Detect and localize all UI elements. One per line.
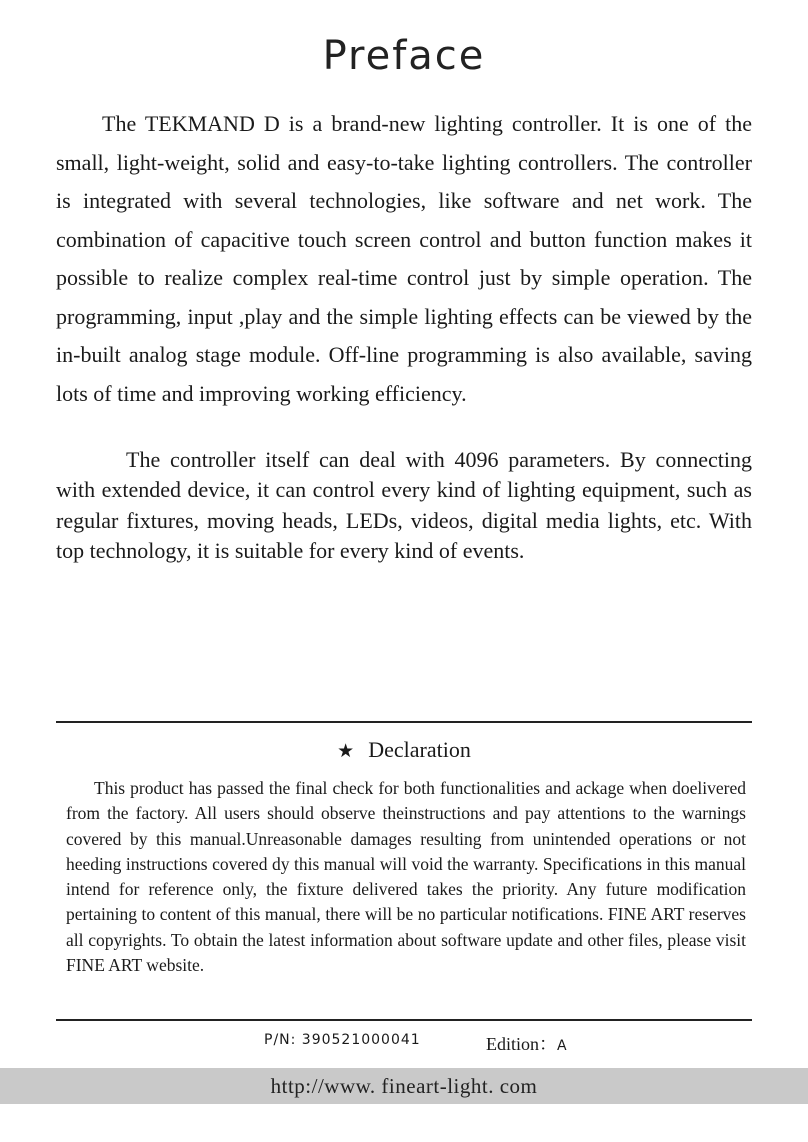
part-number-line [0, 1030, 808, 1054]
part-number: P/N: 390521000041 [264, 1032, 421, 1048]
edition [486, 1030, 567, 1056]
preface-paragraph-2: The controller itself can deal with 4096 parameters. By connecting with extended device, it can control every kind of lighting equipment, such as regular fixtures, moving heads, LEDs, videos, digital media lights, etc. With top technology, it is suitable for every kind of events. [56, 447, 752, 563]
declaration-heading [0, 734, 808, 767]
declaration-heading-label: Declaration [368, 737, 471, 762]
declaration-body: This product has passed the final check for both functionalities and ackage when doelivered from the factory. All users should observe theinstructions and pay attentions to the warnings covered by this manual.Unreasonable damages resulting from unintended operations or not heeding instructions covered dy this manual will void the warranty. Specifications in this manual intend for reference only, the fixture delivered takes the priority. Any future modification pertaining to content of this manual, there will be no particular notifications. FINE ART reserves all copyrights. To obtain the latest information about software update and other files, please visit FINE ART website. [66, 778, 746, 976]
website-url: http://www. fineart-light. com [270, 1074, 538, 1098]
preface-paragraph-1: The TEKMAND D is a brand-new lighting controller. It is one of the small, light-weight, solid and easy-to-take lighting controllers. The controller is integrated with several technologies, like software and net work. The combination of capacitive touch screen control and button function makes it possible to realize complex real-time control just by simple operation. The programming, input ,play and the simple lighting effects can be viewed by the in-built analog stage module. Off-line programming is also available, saving lots of time and improving working efficiency. [56, 111, 752, 406]
declaration-top-divider [56, 721, 752, 723]
edition-label: Edition： [486, 1034, 557, 1054]
edition-value: A [557, 1038, 567, 1054]
page-title: Preface [322, 33, 486, 79]
star-icon: ★ [337, 740, 355, 762]
declaration-bottom-divider [56, 1019, 752, 1021]
footer-bar [0, 1068, 808, 1104]
